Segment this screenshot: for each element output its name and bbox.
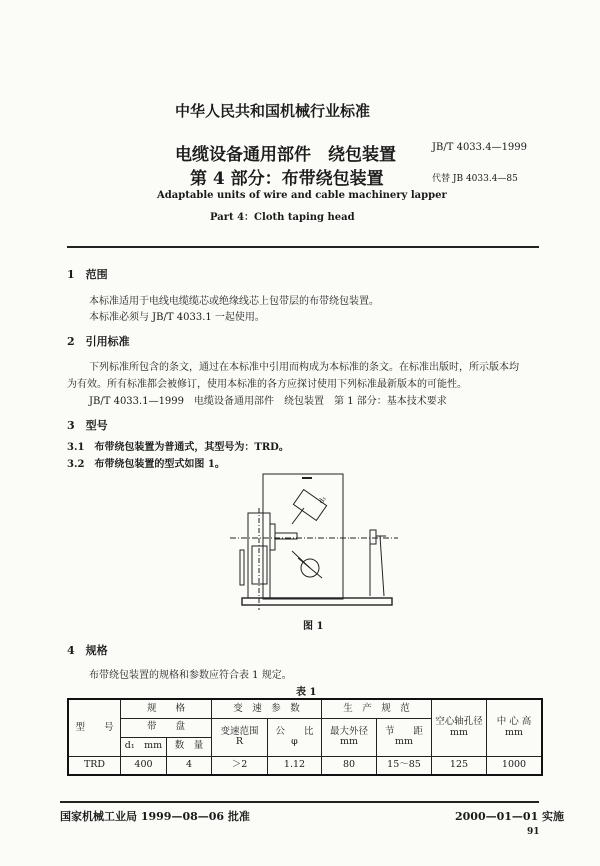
- header-quantity: 数 量: [167, 737, 212, 756]
- title-cn-line2: 第 4 部分：布带绕包装置: [190, 169, 384, 189]
- cell: 15～85: [377, 756, 432, 775]
- cloth-taping-head-drawing: [230, 468, 400, 613]
- reference-item: JB/T 4033.1—1999 电缆设备通用部件 绕包装置 第 1 部分：基本技术要求: [89, 396, 447, 407]
- cell: 4: [167, 756, 212, 775]
- title-en-line1: Adaptable units of wire and cable machinery lapper: [157, 190, 447, 201]
- clause-number: 3.1: [67, 442, 85, 453]
- section-number: 4: [67, 644, 75, 657]
- header-ratio: 公 比 φ: [268, 718, 322, 756]
- approval-text: 国家机械工业局 1999—08—06 批准: [60, 810, 250, 823]
- cell: TRD: [68, 756, 121, 775]
- spec-table: [67, 698, 543, 776]
- header-reel: 带 盘: [121, 718, 212, 737]
- section-2-heading: [67, 333, 130, 349]
- paragraph: 为有效。所有标准都会被修订，使用本标准的各方应探讨使用下列标准最新版本的可能性。: [67, 379, 467, 390]
- section-4-heading: [67, 642, 108, 658]
- header-rule: [67, 246, 539, 248]
- section-3-heading: [67, 417, 108, 433]
- title-en-line2: Part 4：Cloth taping head: [210, 212, 355, 223]
- section-number: 2: [67, 335, 75, 348]
- header-d1: d₁ mm: [121, 737, 167, 756]
- table-caption: 表 1: [296, 687, 317, 698]
- paragraph: 布带绕包装置的规格和参数应符合表 1 规定。: [89, 670, 292, 681]
- standard-number: JB/T 4033.4—1999: [432, 142, 528, 153]
- header-speed-range: 变速范围 R: [212, 718, 268, 756]
- table-row: [68, 756, 542, 775]
- header-model: 型 号: [68, 699, 121, 756]
- issuing-body: 中华人民共和国机械行业标准: [175, 102, 371, 120]
- cell: 400: [121, 756, 167, 775]
- clause-number: 3.2: [67, 459, 85, 470]
- section-title: 规格: [85, 644, 108, 657]
- header-production: 生 产 规 范: [322, 699, 432, 718]
- section-1-heading: [67, 266, 108, 282]
- clause-3-1: [67, 438, 289, 453]
- page-number: 91: [527, 827, 540, 837]
- figure-caption: 图 1: [303, 621, 324, 632]
- header-center-height: 中 心 高 mm: [487, 699, 543, 756]
- cell: 1000: [487, 756, 543, 775]
- clause-text: 布带绕包装置的型式如图 1。: [94, 459, 225, 470]
- cell: 80: [322, 756, 377, 775]
- cell: 125: [432, 756, 487, 775]
- cell: ＞2: [212, 756, 268, 775]
- footer-rule: [60, 801, 539, 803]
- clause-3-2: [67, 455, 225, 470]
- section-number: 3: [67, 419, 75, 432]
- title-cn-line1: 电缆设备通用部件 绕包装置: [175, 145, 396, 165]
- dimension-label: d₁: [317, 494, 328, 506]
- paragraph: 下列标准所包含的条文，通过在本标准中引用而构成为本标准的条文。在标准出版时，所示版本均: [89, 362, 519, 373]
- paragraph: 本标准适用于电线电缆缆芯或绝缘线芯上包带层的布带绕包装置。: [89, 296, 379, 307]
- cell: 1.12: [268, 756, 322, 775]
- section-title: 引用标准: [85, 335, 130, 348]
- section-title: 范围: [85, 268, 108, 281]
- section-title: 型号: [85, 419, 108, 432]
- section-number: 1: [67, 268, 75, 281]
- clause-text: 布带绕包装置为普通式，其型号为：TRD。: [94, 442, 289, 453]
- effective-date: 2000—01—01 实施: [455, 810, 565, 823]
- replaces-standard: 代替 JB 4033.4—85: [432, 174, 518, 184]
- header-speed-params: 变 速 参 数: [212, 699, 322, 718]
- header-spec: 规 格: [121, 699, 212, 718]
- header-pitch: 节 距 mm: [377, 718, 432, 756]
- header-bore: 空心轴孔径 mm: [432, 699, 487, 756]
- header-max-diameter: 最大外径 mm: [322, 718, 377, 756]
- paragraph: 本标准必须与 JB/T 4033.1 一起使用。: [89, 312, 265, 323]
